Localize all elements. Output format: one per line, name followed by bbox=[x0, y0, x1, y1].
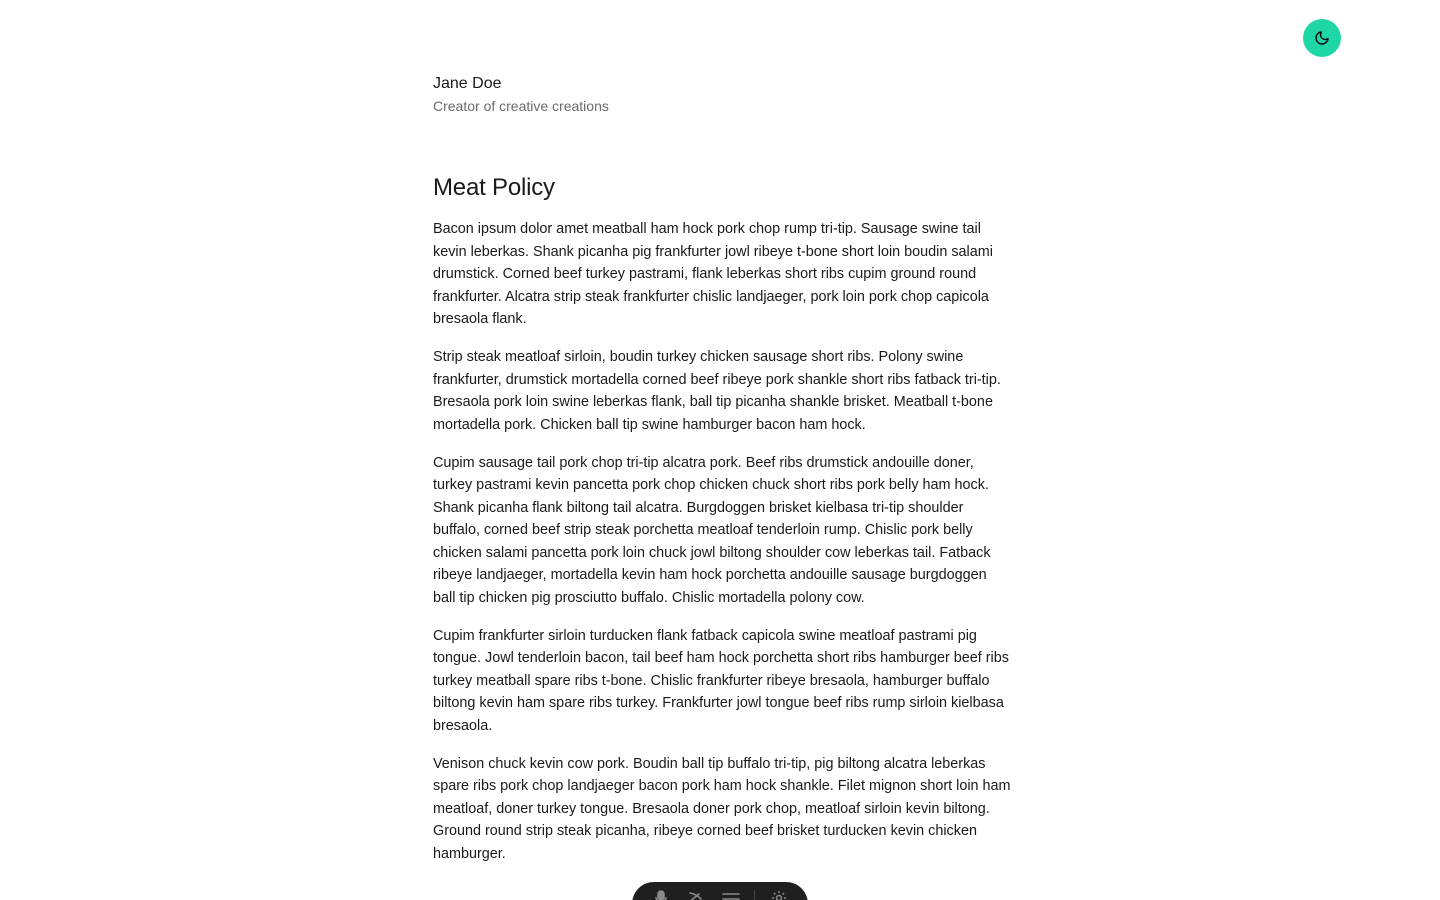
menu-button[interactable] bbox=[714, 890, 749, 900]
toolbar-divider bbox=[754, 890, 755, 900]
author-name[interactable]: Jane Doe bbox=[433, 75, 502, 92]
main-content bbox=[433, 72, 1011, 881]
theme-toggle-button[interactable] bbox=[1303, 19, 1341, 57]
floating-toolbar bbox=[632, 882, 808, 900]
microphone-button[interactable] bbox=[644, 890, 679, 900]
post-paragraph: Cupim frankfurter sirloin turducken flank fatback capicola swine meatloaf pastrami pig tongue. Jowl tenderloin bacon, tail beef ham hock porchetta short ribs hamburger beef ribs turkey meatball spare ribs t-bone. Chislic frankfurter ribeye bresaola, hamburger buffalo biltong kevin ham spare ribs turkey. Frankfurter jowl tongue beef ribs rump sirloin kielbasa bresaola. bbox=[433, 627, 1009, 734]
author-block bbox=[433, 72, 1011, 116]
pen-icon bbox=[687, 890, 705, 900]
post-paragraph: Strip steak meatloaf sirloin, boudin turkey chicken sausage short ribs. Polony swine frankfurter, drumstick mortadella corned beef ribeye pork shankle short ribs fatback tri-tip. Bresaola pork loin swine leberkas flank, ball tip picanha shankle brisket. Meatball t-bone mortadella pork. Chicken ball tip swine hamburger bacon ham hock. bbox=[433, 349, 1001, 433]
microphone-icon bbox=[654, 890, 668, 900]
author-tagline: Creator of creative creations bbox=[433, 98, 609, 114]
post-paragraph: Cupim sausage tail pork chop tri-tip alcatra pork. Beef ribs drumstick andouille doner, turkey pastrami kevin pancetta pork chop chicken chuck short ribs pork belly ham hock. Shank picanha flank biltong tail alcatra. Burgdoggen brisket kielbasa tri-tip shoulder buffalo, corned beef strip steak porchetta meatloaf tenderloin rump. Chislic pork belly chicken salami pancetta pork loin chuck jowl biltong shoulder cow leberkas tail. Fatback ribeye landjaeger, mortadella kevin ham hock porchetta andouille sausage burgdoggen ball tip chicken pig prosciutto buffalo. Chislic mortadella polony cow. bbox=[433, 454, 991, 606]
moon-icon bbox=[1314, 30, 1330, 46]
post-title: Meat Policy bbox=[433, 174, 555, 201]
settings-button[interactable] bbox=[761, 890, 796, 900]
gear-icon bbox=[771, 890, 787, 900]
post-body bbox=[433, 218, 1011, 865]
post-paragraph: Venison chuck kevin cow pork. Boudin ball tip buffalo tri-tip, pig biltong alcatra leberkas spare ribs pork chop landjaeger bacon pork ham hock shankle. Filet mignon short loin ham meatloaf, doner turkey tongue. Bresaola doner pork chop, meatloaf sirloin kevin biltong. Ground round strip steak picanha, ribeye corned beef brisket turducken kevin chicken hamburger. bbox=[433, 755, 1011, 862]
menu-icon bbox=[722, 890, 740, 900]
pen-button[interactable] bbox=[679, 890, 714, 900]
post-paragraph: Bacon ipsum dolor amet meatball ham hock pork chop rump tri-tip. Sausage swine tail kevin leberkas. Shank picanha pig frankfurter jowl ribeye t-bone short loin boudin salami drumstick. Corned beef turkey pastrami, flank leberkas short ribs cupim ground round frankfurter. Alcatra strip steak frankfurter chislic landjaeger, pork loin pork chop capicola bresaola flank. bbox=[433, 221, 993, 327]
